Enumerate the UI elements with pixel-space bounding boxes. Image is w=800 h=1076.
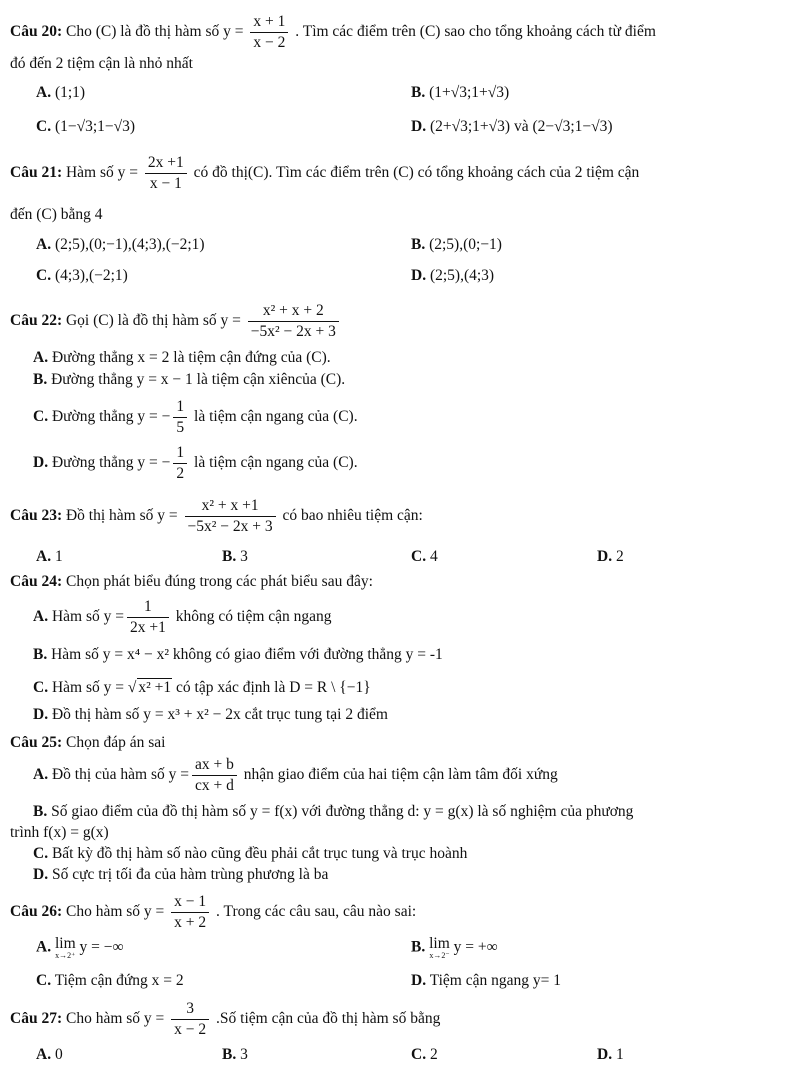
option-d[interactable]: D. (2;5),(4;3) [411,267,495,284]
fraction [145,154,187,193]
question-label: Câu 25: [10,734,63,751]
question-21-stem [10,154,639,193]
denominator: x − 1 [149,174,182,192]
question-label: Câu 20: [10,22,63,40]
option-c[interactable]: C. Bất kỳ đồ thị hàm số nào cũng đều phải cắt trục tung và trục hoành [33,845,468,862]
question-26-stem [10,893,416,932]
option-b-cont: trình f(x) = g(x) [10,824,109,841]
option-c[interactable]: C. Đường thẳng y = − $\frac{1}{5}$ là tiệm cận ngang của (C). [33,398,358,436]
limit: lim x→2⁺ [54,935,76,960]
question-label: Câu 23: [10,506,63,524]
question-25-stem [10,734,165,752]
option-a[interactable]: A. Hàm số y = $\frac{1}{2x +1}$ không có tiệm cận ngang [33,598,332,636]
radicand: x² +1 [138,679,172,696]
question-text: . Tìm các điểm trên (C) sao cho tổng khoảng cách từ điểm [295,22,656,40]
numerator: 2x +1 [145,154,187,174]
option-d[interactable]: D. Đường thẳng y = − $\frac{1}{2}$ là tiệm cận ngang của (C). [33,444,358,482]
option-b[interactable]: B. lim x→2⁻ y = +∞ [411,935,498,960]
fraction [248,302,339,341]
denominator: x − 2 [174,1020,207,1038]
question-text: Cho (C) là đồ thị hàm số y = [65,22,244,40]
fraction: $\frac{ax + b}{cx + d}$ [192,756,237,795]
question-text: .Số tiệm cận của đồ thị hàm số bằng [216,1009,441,1027]
option-b[interactable]: B. (1+√3;1+√3) [411,84,510,101]
option-a[interactable]: A. Đường thẳng x = 2 là tiệm cận đứng của (C). [33,349,331,366]
option-c[interactable]: C. (1−√3;1−√3) [36,118,136,135]
option-d[interactable]: D. (2+√3;1+√3) và (2−√3;1−√3) [411,118,613,135]
option-a[interactable]: A. 0 [36,1046,63,1063]
question-text: có bao nhiêu tiệm cận: [282,506,423,524]
option-b[interactable]: B. Hàm số y = x⁴ − x² không có giao điểm với đường thẳng y = -1 [33,646,443,663]
option-b[interactable]: B. Số giao điểm của đồ thị hàm số y = f(x) với đường thẳng d: y = g(x) là số nghiệm của phương [33,803,634,820]
question-20-stem [10,13,656,52]
fraction: $\frac{1}{2}$ [173,444,187,483]
question-label: Câu 27: [10,1009,63,1027]
option-d[interactable]: D. Số cực trị tối đa của hàm trùng phương là ba [33,866,329,883]
option-b[interactable]: B. (2;5),(0;−1) [411,236,502,253]
numerator: 3 [171,1000,209,1020]
question-text: Cho hàm số y = [65,902,165,920]
option-a[interactable]: A. 1 [36,548,63,565]
fraction [171,1000,209,1039]
option-c[interactable]: C. Tiệm cận đứng x = 2 [36,972,184,989]
option-d[interactable]: D. Tiệm cận ngang y= 1 [411,972,561,989]
question-text: . Trong các câu sau, câu nào sai: [216,902,417,920]
option-a[interactable]: A. (2;5),(0;−1),(4;3),(−2;1) [36,236,205,253]
denominator: x − 2 [253,33,286,51]
question-label: Câu 22: [10,311,63,329]
question-text: Chọn phát biểu đúng trong các phát biểu sau đây: [65,573,373,590]
option-d[interactable]: D. Đồ thị hàm số y = x³ + x² − 2x cắt trục tung tại 2 điểm [33,706,388,723]
numerator: x − 1 [171,893,209,913]
option-a[interactable]: A. lim x→2⁺ y = −∞ [36,935,124,960]
option-c[interactable]: C. 2 [411,1046,438,1063]
option-d[interactable]: D. 1 [597,1046,624,1063]
limit: lim x→2⁻ [429,935,450,960]
option-c[interactable]: C. (4;3),(−2;1) [36,267,128,284]
numerator: x² + x + 2 [248,302,339,322]
option-c[interactable]: C. Hàm số y = √ x² +1 có tập xác định là D = R \ {−1} [33,679,371,696]
question-22-stem [10,302,342,341]
option-a[interactable]: A. Đồ thị của hàm số y = $\frac{ax + b}{cx + d}$ nhận giao điểm của hai tiệm cận làm tâm đối xứng [33,756,558,794]
question-23-stem [10,497,423,536]
question-27-stem [10,1000,440,1039]
denominator: −5x² − 2x + 3 [187,517,273,535]
question-text: Hàm số y = [65,163,139,181]
question-text: Đồ thị hàm số y = [65,506,178,524]
question-21-stem-cont: đến (C) bằng 4 [10,206,103,223]
option-c[interactable]: C. 4 [411,548,438,565]
question-20-stem-cont: đó đến 2 tiệm cận là nhỏ nhất [10,55,193,72]
option-b[interactable]: B. 3 [222,548,248,565]
question-label: Câu 26: [10,902,63,920]
denominator: −5x² − 2x + 3 [250,322,336,340]
fraction [250,13,288,52]
option-d[interactable]: D. 2 [597,548,624,565]
numerator: x² + x +1 [185,497,276,517]
fraction [171,893,209,932]
question-text: Gọi (C) là đồ thị hàm số y = [65,311,241,329]
denominator: x + 2 [174,913,207,931]
fraction: $\frac{1}{5}$ [173,398,187,437]
option-b[interactable]: B. 3 [222,1046,248,1063]
question-text: có đồ thị(C). Tìm các điểm trên (C) có tổng khoảng cách của 2 tiệm cận [193,163,640,181]
question-text: Cho hàm số y = [65,1009,165,1027]
question-24-stem [10,573,373,591]
question-label: Câu 24: [10,573,63,590]
fraction [185,497,276,536]
option-b[interactable]: B. Đường thẳng y = x − 1 là tiệm cận xiêncủa (C). [33,371,346,388]
question-text: Chọn đáp án sai [65,734,166,751]
numerator: x + 1 [250,13,288,33]
fraction: $\frac{1}{2x +1}$ [127,598,169,637]
question-label: Câu 21: [10,163,63,181]
option-a[interactable]: A. (1;1) [36,84,86,101]
